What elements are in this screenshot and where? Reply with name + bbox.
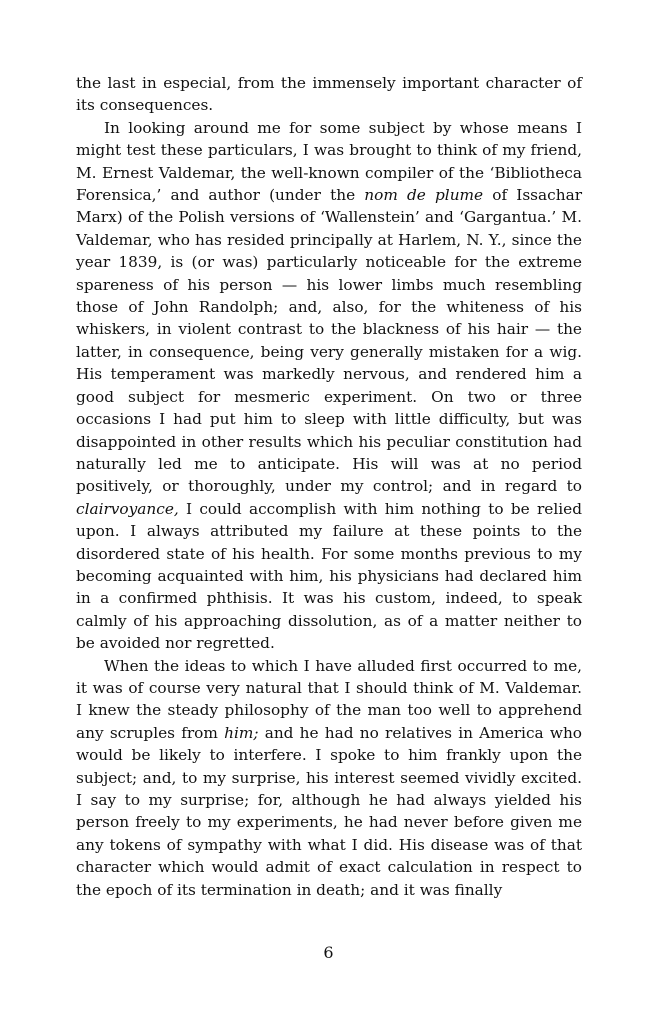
paragraph-2 bbox=[76, 117, 582, 655]
italic-run: clairvoyance, bbox=[76, 499, 179, 518]
text-run: of Issachar Marx) of the Polish versions of ‘Wallenstein’ and ‘Gargantua.’ M. Valdemar, who has resided principally at Harlem, N. Y., since the year 1839, is (or was) particularly noticeable for the extreme spareness of his person — his lower limbs much resembling those of John Randolph; and, also, for the whiteness of his whiskers, in violent contrast to the blackness of his hair — the latter, in consequence, being very generally mistaken for a wig. His temperament was markedly nervous, and rendered him a good subject for mesmeric experiment. On two or three occasions I had put him to sleep with little difficulty, but was disappointed in other results which his peculiar constitution had naturally led me to anticipate. His will was at no period positively, or thoroughly, under my control; and in regard to bbox=[76, 186, 583, 496]
text-run: In looking around me for some subject by whose means I might test these particulars, I was brought to think of my friend, M. Ernest Valdemar, the well-known compiler of the ‘Bibliotheca Forensica,’ and author (under the bbox=[76, 118, 582, 205]
page-number: 6 bbox=[323, 943, 334, 962]
paragraph-1 bbox=[76, 72, 582, 117]
text-run: I could accomplish with him nothing to be relied upon. I always attributed my failure at these points to the disordered state of his health. For some months previous to my becoming acquainted with him, his physicians had declared him in a confirmed phthisis. It was his custom, indeed, to speak calmly of his approaching dissolution, as of a matter neither to be avoided nor regretted. bbox=[76, 499, 582, 653]
italic-run: nom de plume bbox=[364, 186, 484, 205]
page-body bbox=[76, 72, 582, 901]
text-run: the last in especial, from the immensely important character of its consequences. bbox=[76, 74, 582, 115]
italic-run: him; bbox=[224, 723, 259, 742]
text-run: and he had no relatives in America who would be likely to interfere. I spoke to him frankly upon the subject; and, to my surprise, his interest seemed vividly excited. I say to my surprise; for, although he had always yielded his person freely to my experiments, he had never before given me any tokens of sympathy with what I did. His disease was of that character which would admit of exact calculation in respect to the epoch of its termination in death; and it was finally bbox=[76, 723, 582, 899]
text-run: When the ideas to which I have alluded first occurred to me, it was of course very natural that I should think of M. Valdemar. I knew the steady philosophy of the man too well to apprehend any scruples from bbox=[76, 656, 582, 742]
paragraph-3 bbox=[76, 655, 582, 901]
